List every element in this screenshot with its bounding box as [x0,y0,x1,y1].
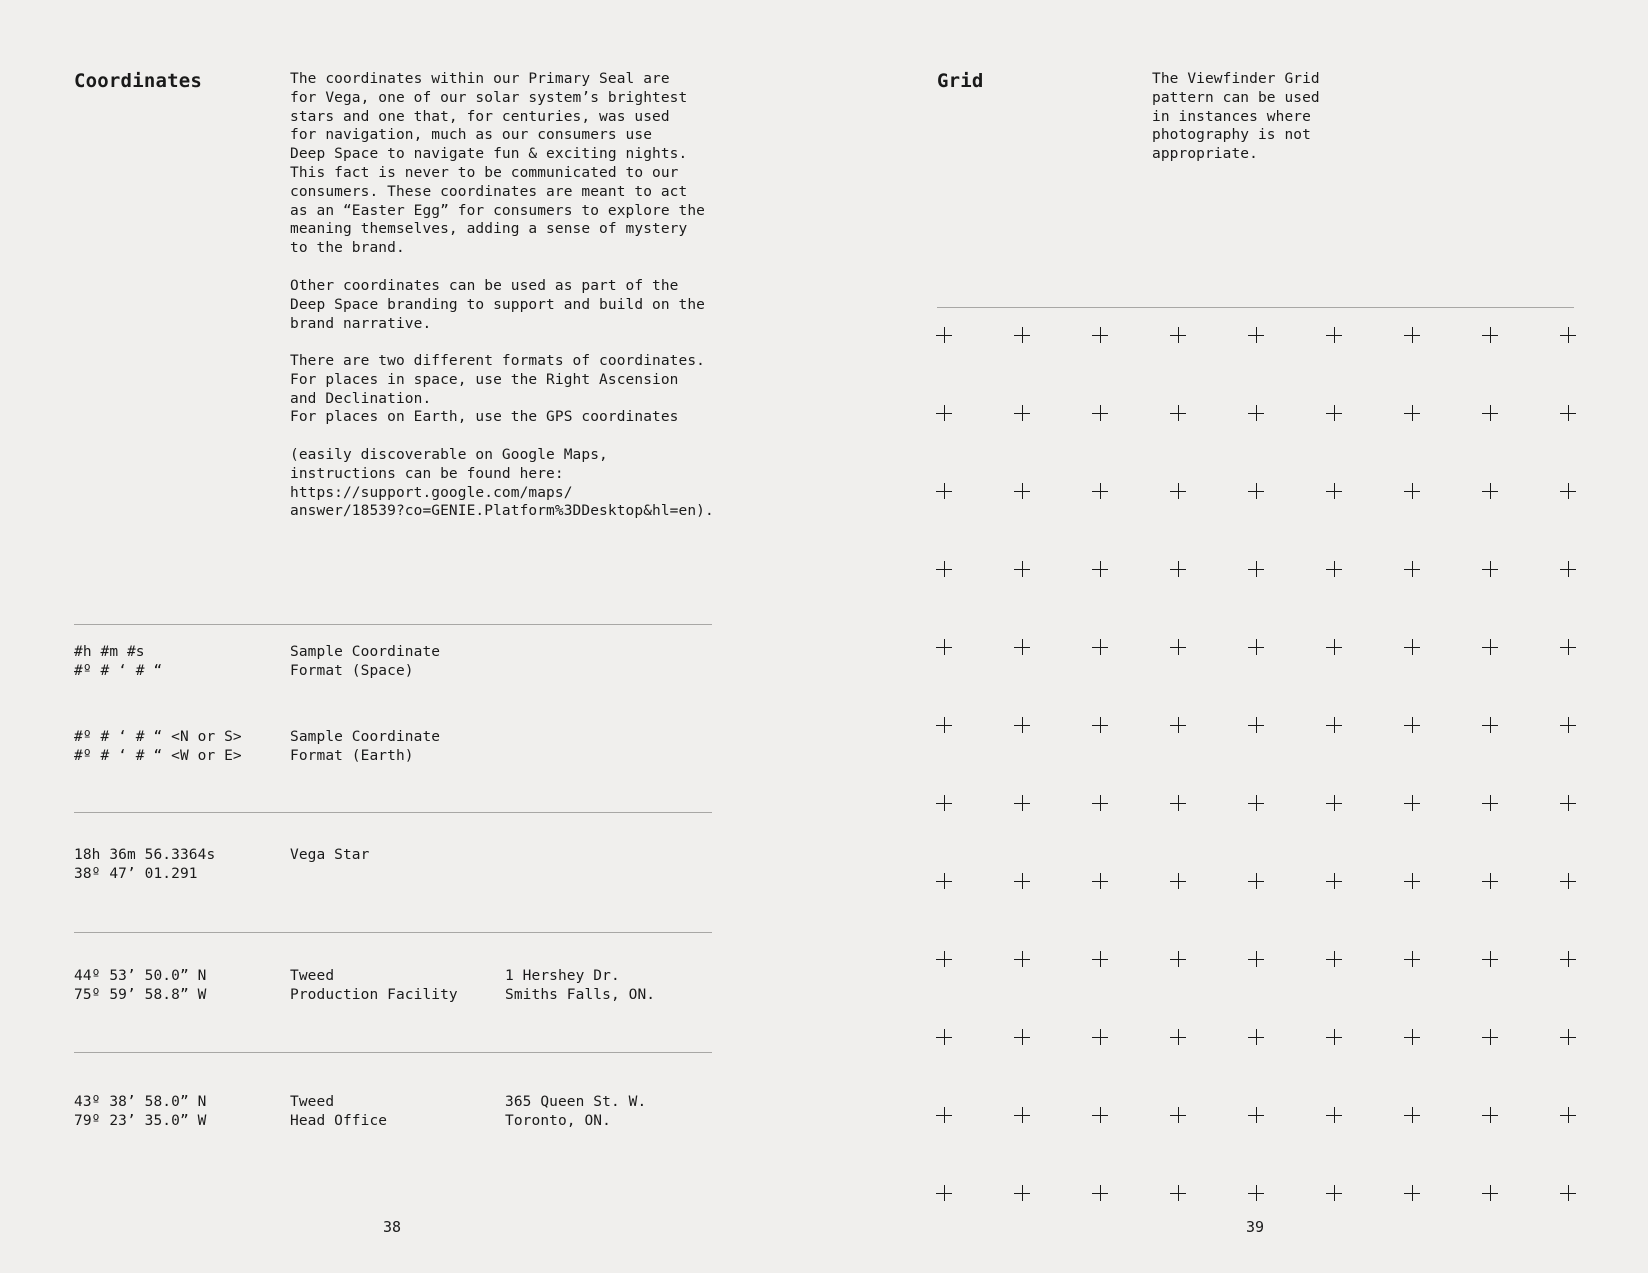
location-coords-production: 44º 53’ 50.0” N 75º 59’ 58.8” W [74,968,207,1003]
plus-icon [936,795,952,811]
divider [74,932,712,933]
divider [74,1052,712,1053]
plus-icon [1326,405,1342,421]
plus-icon [1482,639,1498,655]
page-number-right: 39 [1246,1218,1265,1236]
plus-icon [1248,717,1264,733]
plus-icon [1170,1185,1186,1201]
plus-icon [1248,405,1264,421]
plus-icon [1014,717,1030,733]
plus-icon [1170,1107,1186,1123]
plus-icon [1014,483,1030,499]
plus-icon [1170,717,1186,733]
plus-icon [1482,1107,1498,1123]
plus-icon [1326,561,1342,577]
divider [74,812,712,813]
location-name-production: Tweed Production Facility [290,968,458,1003]
location-name-vega: Vega Star [290,847,370,863]
plus-icon [1404,1185,1420,1201]
plus-icon [936,561,952,577]
plus-icon [1482,327,1498,343]
divider [74,624,712,625]
plus-icon [1092,795,1108,811]
plus-icon [936,1185,952,1201]
plus-icon [936,717,952,733]
plus-icon [1248,483,1264,499]
format-earth-label: Sample Coordinate Format (Earth) [290,729,441,764]
plus-icon [1170,483,1186,499]
plus-icon [936,951,952,967]
location-address-head-office: 365 Queen St. W. Toronto, ON. [505,1094,647,1129]
format-space-pattern: #h #m #s #º # ‘ # “ [74,644,163,679]
plus-icon [1248,1029,1264,1045]
plus-icon [1170,1029,1186,1045]
plus-icon [936,405,952,421]
location-address-production: 1 Hershey Dr. Smiths Falls, ON. [505,968,656,1003]
plus-icon [1014,873,1030,889]
plus-icon [1248,561,1264,577]
format-earth-pattern: #º # ‘ # “ <N or S> #º # ‘ # “ <W or E> [74,729,242,764]
plus-icon [1092,717,1108,733]
plus-icon [1326,639,1342,655]
plus-icon [1092,1185,1108,1201]
body-paragraph-1: The coordinates within our Primary Seal are for Vega, one of our solar system’s brightest stars and one that, for centuries, was used for navigation, much as our consumers use Deep Space to navigate fun & exciting nights. This fact is never to be communicated to our consumers. These coordinates are meant to act as an “Easter Egg” for consumers to explore the meaning themselves, adding a sense of mystery to the brand. [290,71,705,257]
location-coords-vega: 18h 36m 56.3364s 38º 47’ 01.291 [74,847,216,882]
plus-icon [1248,1107,1264,1123]
plus-icon [1404,405,1420,421]
plus-icon [1404,1107,1420,1123]
plus-icon [936,483,952,499]
plus-icon [1560,639,1576,655]
plus-icon [1482,1029,1498,1045]
plus-icon [1170,561,1186,577]
plus-icon [1326,1107,1342,1123]
plus-icon [1404,1029,1420,1045]
plus-icon [1560,951,1576,967]
plus-icon [1404,561,1420,577]
plus-icon [1014,795,1030,811]
page-title-grid: Grid [937,70,984,92]
plus-icon [1248,873,1264,889]
plus-icon [1404,483,1420,499]
grid-description: The Viewfinder Grid pattern can be used in instances where photography is not appropriate. [1152,71,1320,163]
plus-icon [1482,717,1498,733]
plus-icon [1326,483,1342,499]
plus-icon [1092,561,1108,577]
plus-icon [1482,1185,1498,1201]
plus-icon [1404,795,1420,811]
plus-icon [1326,327,1342,343]
plus-icon [1248,1185,1264,1201]
plus-icon [1014,1185,1030,1201]
plus-icon [1560,795,1576,811]
plus-icon [1248,639,1264,655]
plus-icon [1170,639,1186,655]
plus-icon [1092,483,1108,499]
plus-icon [1404,639,1420,655]
plus-icon [1014,1107,1030,1123]
plus-icon [1170,405,1186,421]
plus-icon [1482,483,1498,499]
plus-icon [1092,327,1108,343]
plus-icon [1404,327,1420,343]
plus-icon [1014,639,1030,655]
plus-icon [1326,795,1342,811]
plus-icon [1014,405,1030,421]
plus-icon [1482,951,1498,967]
plus-icon [1326,1185,1342,1201]
plus-icon [1248,951,1264,967]
plus-icon [1326,1029,1342,1045]
plus-icon [936,327,952,343]
plus-icon [1560,1185,1576,1201]
plus-icon [1326,951,1342,967]
plus-icon [936,639,952,655]
plus-icon [1560,483,1576,499]
body-paragraph-2: Other coordinates can be used as part of the Deep Space branding to support and build on the brand narrative. [290,278,705,332]
plus-icon [1560,1107,1576,1123]
location-name-head-office: Tweed Head Office [290,1094,388,1129]
plus-icon [1170,327,1186,343]
plus-icon [1560,327,1576,343]
plus-icon [1248,795,1264,811]
plus-icon [1404,717,1420,733]
page-number-left: 38 [383,1218,402,1236]
plus-icon [1092,1029,1108,1045]
plus-icon [1014,327,1030,343]
plus-icon [1014,561,1030,577]
plus-icon [1560,873,1576,889]
plus-icon [1482,795,1498,811]
plus-icon [1014,1029,1030,1045]
plus-icon [1170,873,1186,889]
divider [937,307,1574,308]
plus-icon [1560,717,1576,733]
plus-icon [1560,561,1576,577]
plus-icon [936,873,952,889]
plus-icon [1482,561,1498,577]
plus-icon [1092,1107,1108,1123]
plus-icon [1092,639,1108,655]
plus-icon [1482,873,1498,889]
page-title-coordinates: Coordinates [74,70,203,92]
body-paragraph-4: (easily discoverable on Google Maps, instructions can be found here: https://support.google.com/maps/ answer/18539?co=GENIE.Platform%3DDesktop&hl=en). [290,447,714,520]
plus-icon [1404,951,1420,967]
plus-icon [936,1107,952,1123]
plus-icon [1482,405,1498,421]
location-coords-head-office: 43º 38’ 58.0” N 79º 23’ 35.0” W [74,1094,207,1129]
plus-icon [1170,795,1186,811]
plus-icon [1404,873,1420,889]
plus-icon [1326,873,1342,889]
plus-icon [1560,405,1576,421]
plus-icon [1560,1029,1576,1045]
plus-icon [936,1029,952,1045]
body-paragraph-3: There are two different formats of coordinates. For places in space, use the Right Ascension and Declination. For places on Earth, use the GPS coordinates [290,353,705,426]
plus-icon [1014,951,1030,967]
format-space-label: Sample Coordinate Format (Space) [290,644,441,679]
plus-icon [1326,717,1342,733]
plus-icon [1248,327,1264,343]
plus-icon [1170,951,1186,967]
plus-icon [1092,405,1108,421]
plus-icon [1092,873,1108,889]
plus-icon [1092,951,1108,967]
